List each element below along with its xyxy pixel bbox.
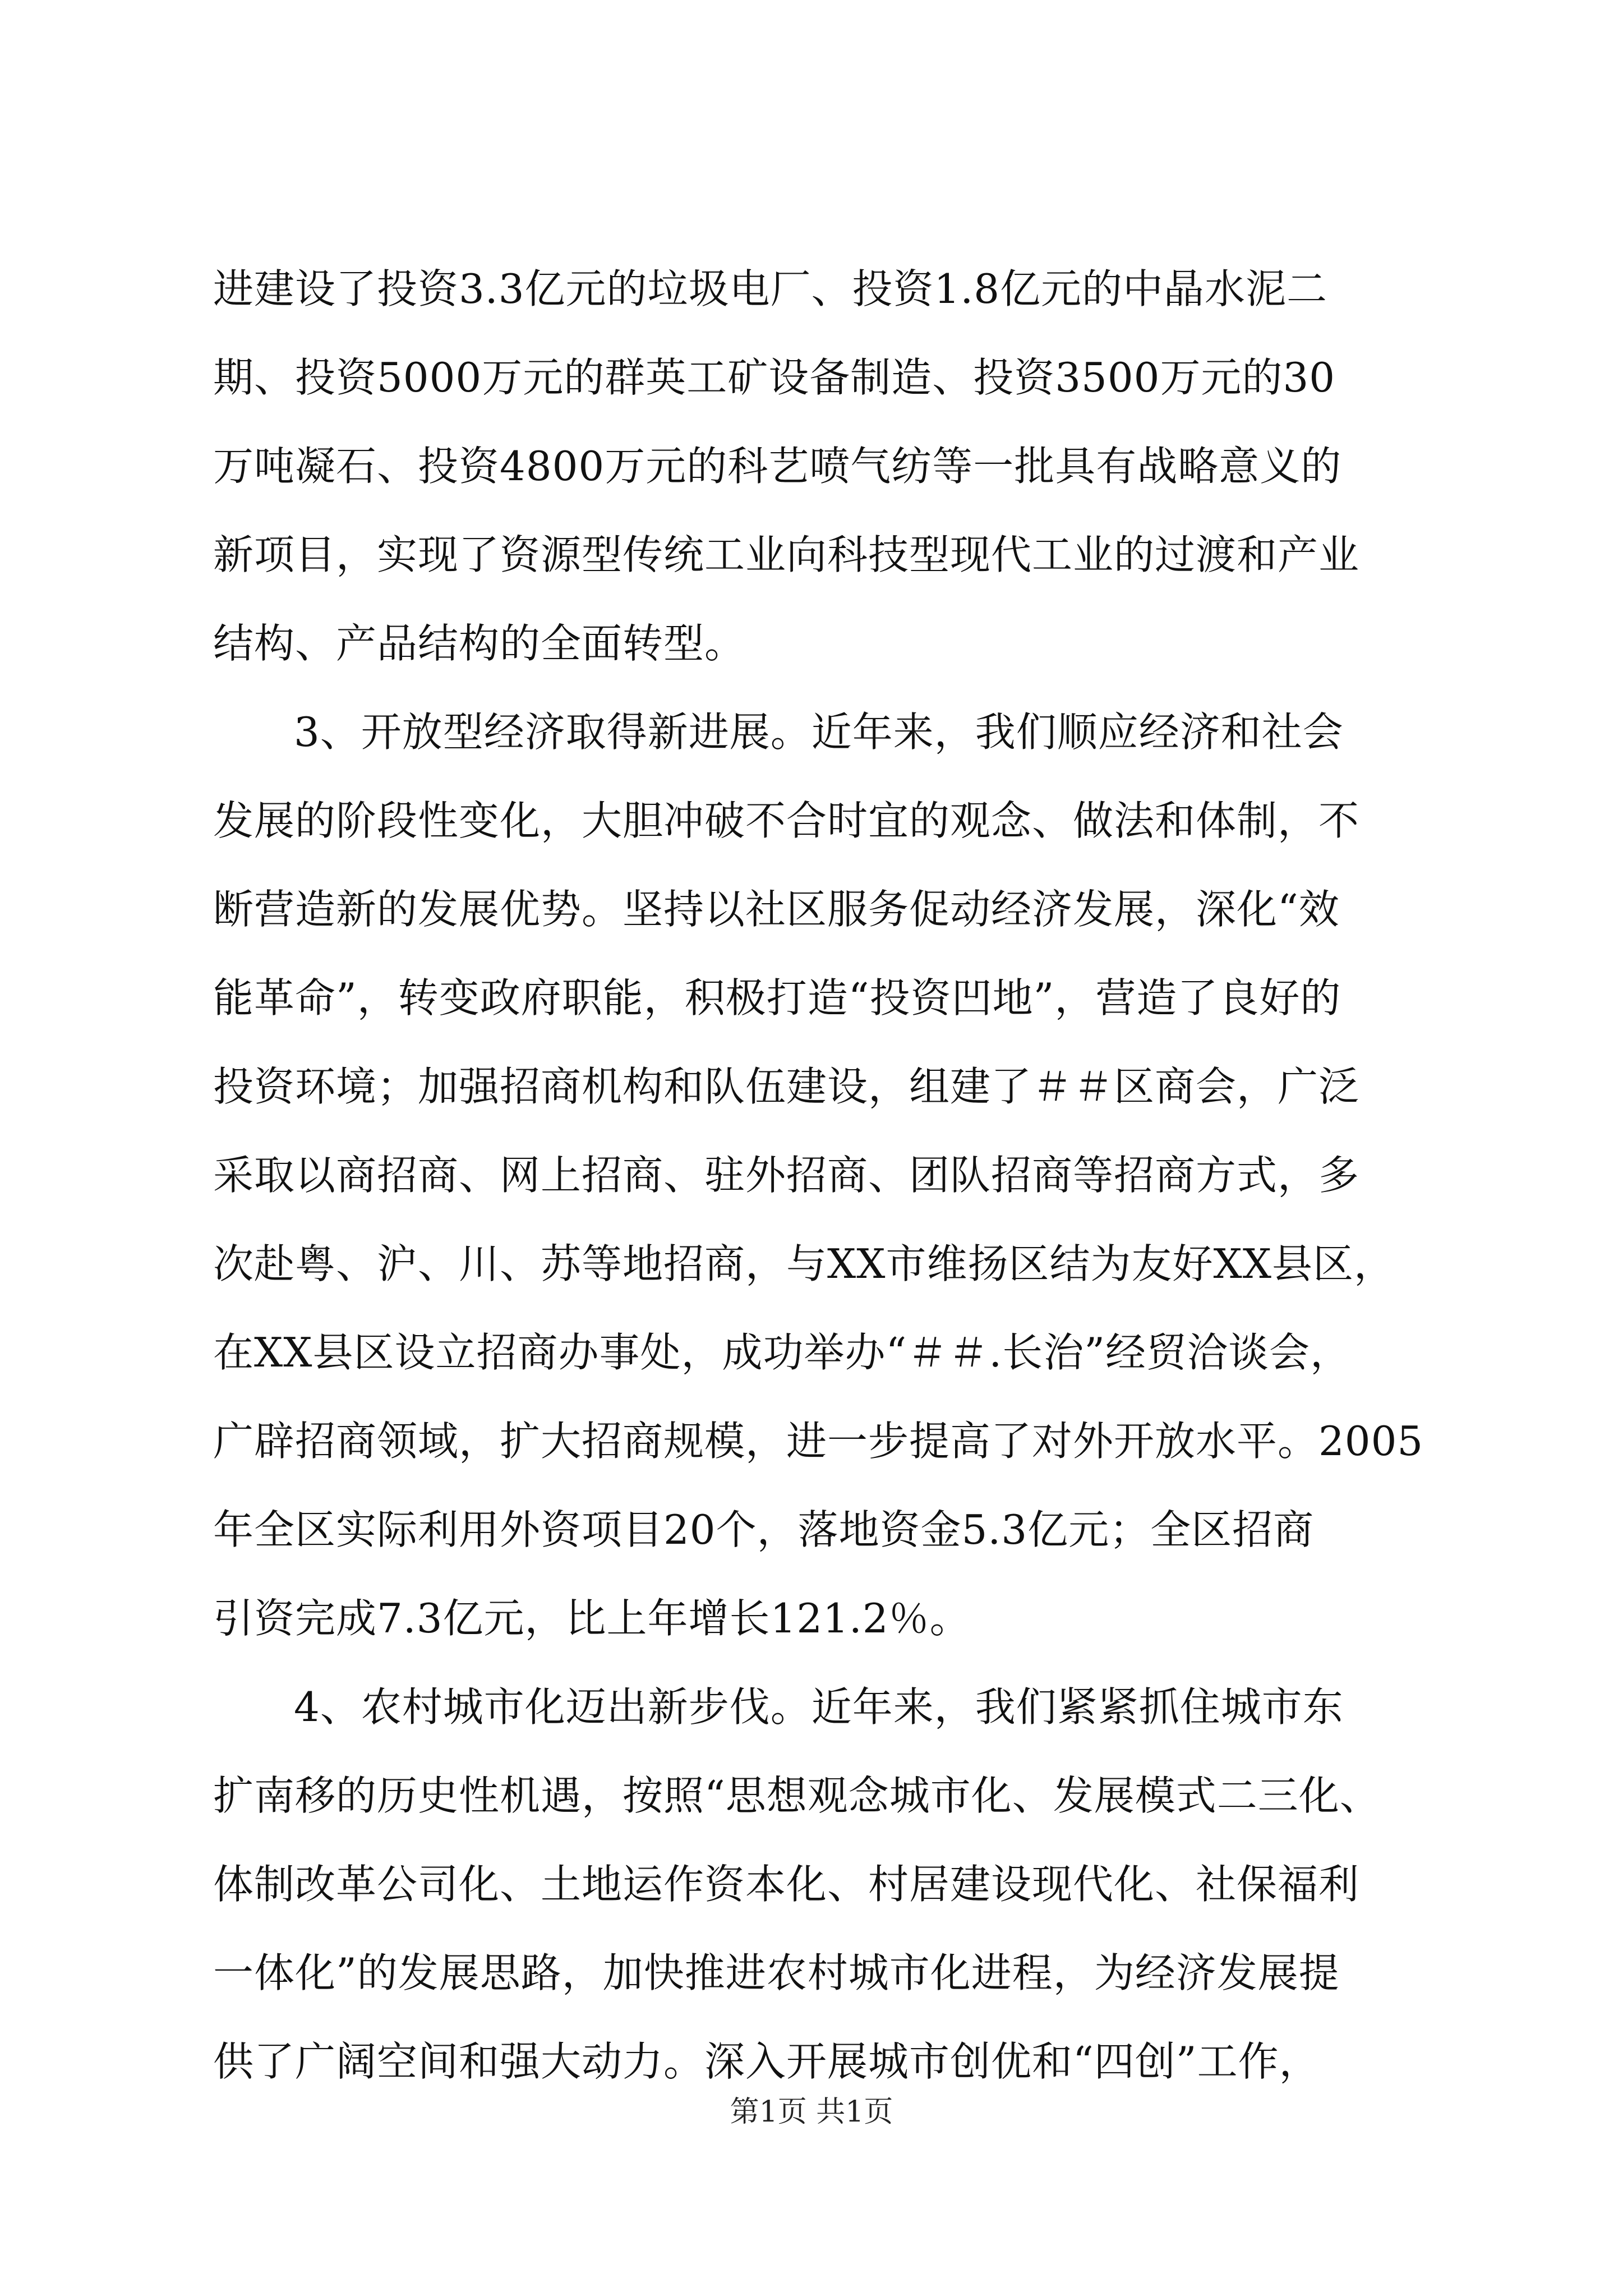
paragraph-heading-line: 3、开放型经济取得新进展。近年来，我们顺应经济和社会 xyxy=(294,708,1344,756)
text-line: 供了广阔空间和强大动力。深入开展城市创优和“四创”工作， xyxy=(213,2038,1320,2085)
text-line: 万吨凝石、投资4800万元的科艺喷气纺等一批具有战略意义的 xyxy=(213,443,1342,490)
text-line: 新项目，实现了资源型传统工业向科技型现代工业的过渡和产业 xyxy=(213,531,1360,578)
text-line: 能革命”，转变政府职能，积极打造“投资凹地”，营造了良好的 xyxy=(213,974,1341,1022)
text-line: 采取以商招商、网上招商、驻外招商、团队招商等招商方式，多 xyxy=(213,1152,1360,1199)
text-line: 期、投资5000万元的群英工矿设备制造、投资3500万元的30 xyxy=(213,354,1336,401)
text-line: 进建设了投资3.3亿元的垃圾电厂、投资1.8亿元的中晶水泥二 xyxy=(213,265,1328,312)
text-line: 发展的阶段性变化，大胆冲破不合时宜的观念、做法和体制，不 xyxy=(213,797,1360,844)
text-line: 次赴粤、沪、川、苏等地招商，与XX市维扬区结为友好XX县区， xyxy=(213,1240,1395,1287)
text-line: 结构、产品结构的全面转型。 xyxy=(213,620,746,667)
text-line: 引资完成7.3亿元，比上年增长121.2％。 xyxy=(213,1595,971,1642)
text-line: 投资环境；加强招商机构和队伍建设，组建了＃＃区商会，广泛 xyxy=(213,1063,1360,1110)
text-line: 断营造新的发展优势。坚持以社区服务促动经济发展，深化“效 xyxy=(213,886,1340,933)
text-line: 年全区实际利用外资项目20个，落地资金5.3亿元；全区招商 xyxy=(213,1506,1315,1553)
text-line: 广辟招商领域，扩大招商规模，进一步提高了对外开放水平。2005 xyxy=(213,1418,1424,1465)
text-line: 体制改革公司化、土地运作资本化、村居建设现代化、社保福利 xyxy=(213,1861,1360,1908)
text-line: 一体化”的发展思路，加快推进农村城市化进程，为经济发展提 xyxy=(213,1949,1340,1996)
text-line: 扩南移的历史性机遇，按照“思想观念城市化、发展模式二三化、 xyxy=(213,1772,1381,1819)
paragraph-heading-line: 4、农村城市化迈出新步伐。近年来，我们紧紧抓住城市东 xyxy=(294,1683,1344,1731)
page-number-footer: 第1页 共1页 xyxy=(730,2095,893,2129)
text-line: 在XX县区设立招商办事处，成功举办“＃＃.长治”经贸洽谈会， xyxy=(213,1329,1352,1376)
